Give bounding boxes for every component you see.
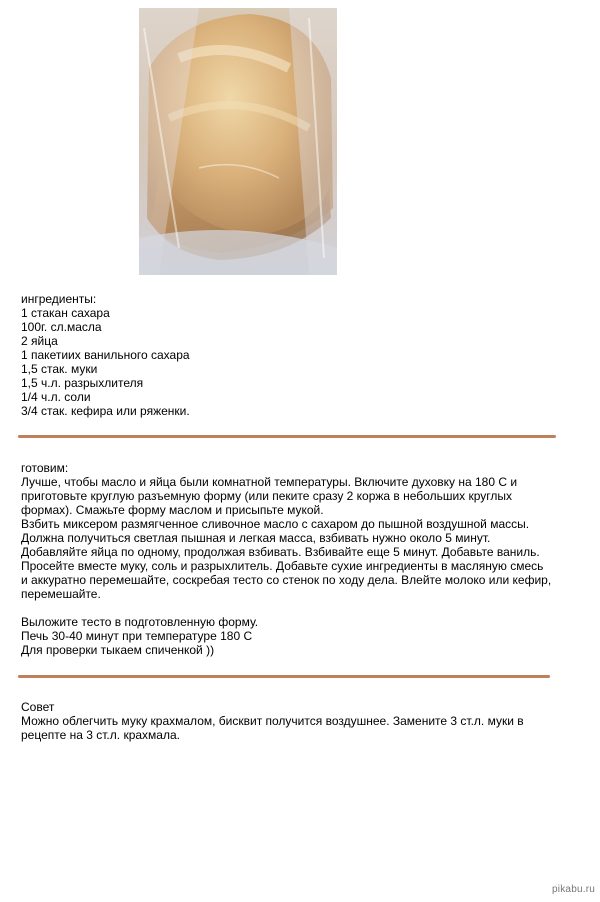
- method-line: Выложите тесто в подготовленную форму.: [21, 615, 259, 629]
- tip-line: рецепте на 3 ст.л. крахмала.: [21, 728, 180, 742]
- ingredients-list: [21, 292, 190, 418]
- method-line: Взбить миксером размягченное сливочное масло с сахаром до пышной воздушной массы.: [21, 517, 530, 531]
- method-line: Должна получиться светлая пышная и легкая масса, взбивать нужно около 5 минут.: [21, 531, 491, 545]
- method-line: приготовьте круглую разъемную форму (или пеките сразу 2 коржа в небольших круглых: [21, 489, 513, 503]
- method-heading: готовим:: [21, 461, 69, 475]
- tip-section: [21, 700, 581, 742]
- ingredient-item: 2 яйца: [21, 334, 58, 348]
- ingredient-item: 1 стакан сахара: [21, 306, 110, 320]
- ingredient-item: 1,5 ч.л. разрыхлителя: [21, 376, 144, 390]
- section-divider: [18, 675, 550, 678]
- ingredient-item: 1 пакетиих ванильного сахара: [21, 348, 190, 362]
- method-line: Лучше, чтобы масло и яйца были комнатной температуры. Включите духовку на 180 С и: [21, 475, 518, 489]
- tip-line: Можно облегчить муку крахмалом, бисквит получится воздушнее. Замените 3 ст.л. муки в: [21, 714, 524, 728]
- section-divider: [18, 435, 556, 438]
- cake-photo: [139, 8, 337, 275]
- method-line: Печь 30-40 минут при температуре 180 С: [21, 629, 253, 643]
- method-line: Для проверки тыкаем спичeнкой )): [21, 643, 215, 657]
- ingredient-item: 1/4 ч.л. соли: [21, 390, 91, 404]
- ingredient-item: 100г. сл.масла: [21, 320, 102, 334]
- method-line: формах). Смажьте форму маслом и присыпьте мукой.: [21, 503, 324, 517]
- method-line: перемешайте.: [21, 587, 101, 601]
- cake-in-bag-image: [139, 8, 337, 275]
- ingredient-item: 3/4 стак. кефира или ряженки.: [21, 404, 190, 418]
- method-line: Просейте вместе муку, соль и разрыхлитель. Добавьте сухие ингредиенты в масляную смесь: [21, 559, 544, 573]
- tip-heading: Совет: [21, 700, 55, 714]
- ingredient-item: 1,5 стак. муки: [21, 362, 98, 376]
- method-line: и аккуратно перемешайте, соскребая тесто со стенок по ходу дела. Влейте молоко или кефир,: [21, 573, 552, 587]
- method-line: Добавляйте яйца по одному, продолжая взбивать. Взбивайте еще 5 минут. Добавьте ваниль.: [21, 545, 540, 559]
- ingredients-heading: ингредиенты:: [21, 292, 97, 306]
- method-section: [21, 461, 581, 657]
- method-blank-line: [21, 601, 581, 615]
- site-watermark: pikabu.ru: [552, 884, 595, 895]
